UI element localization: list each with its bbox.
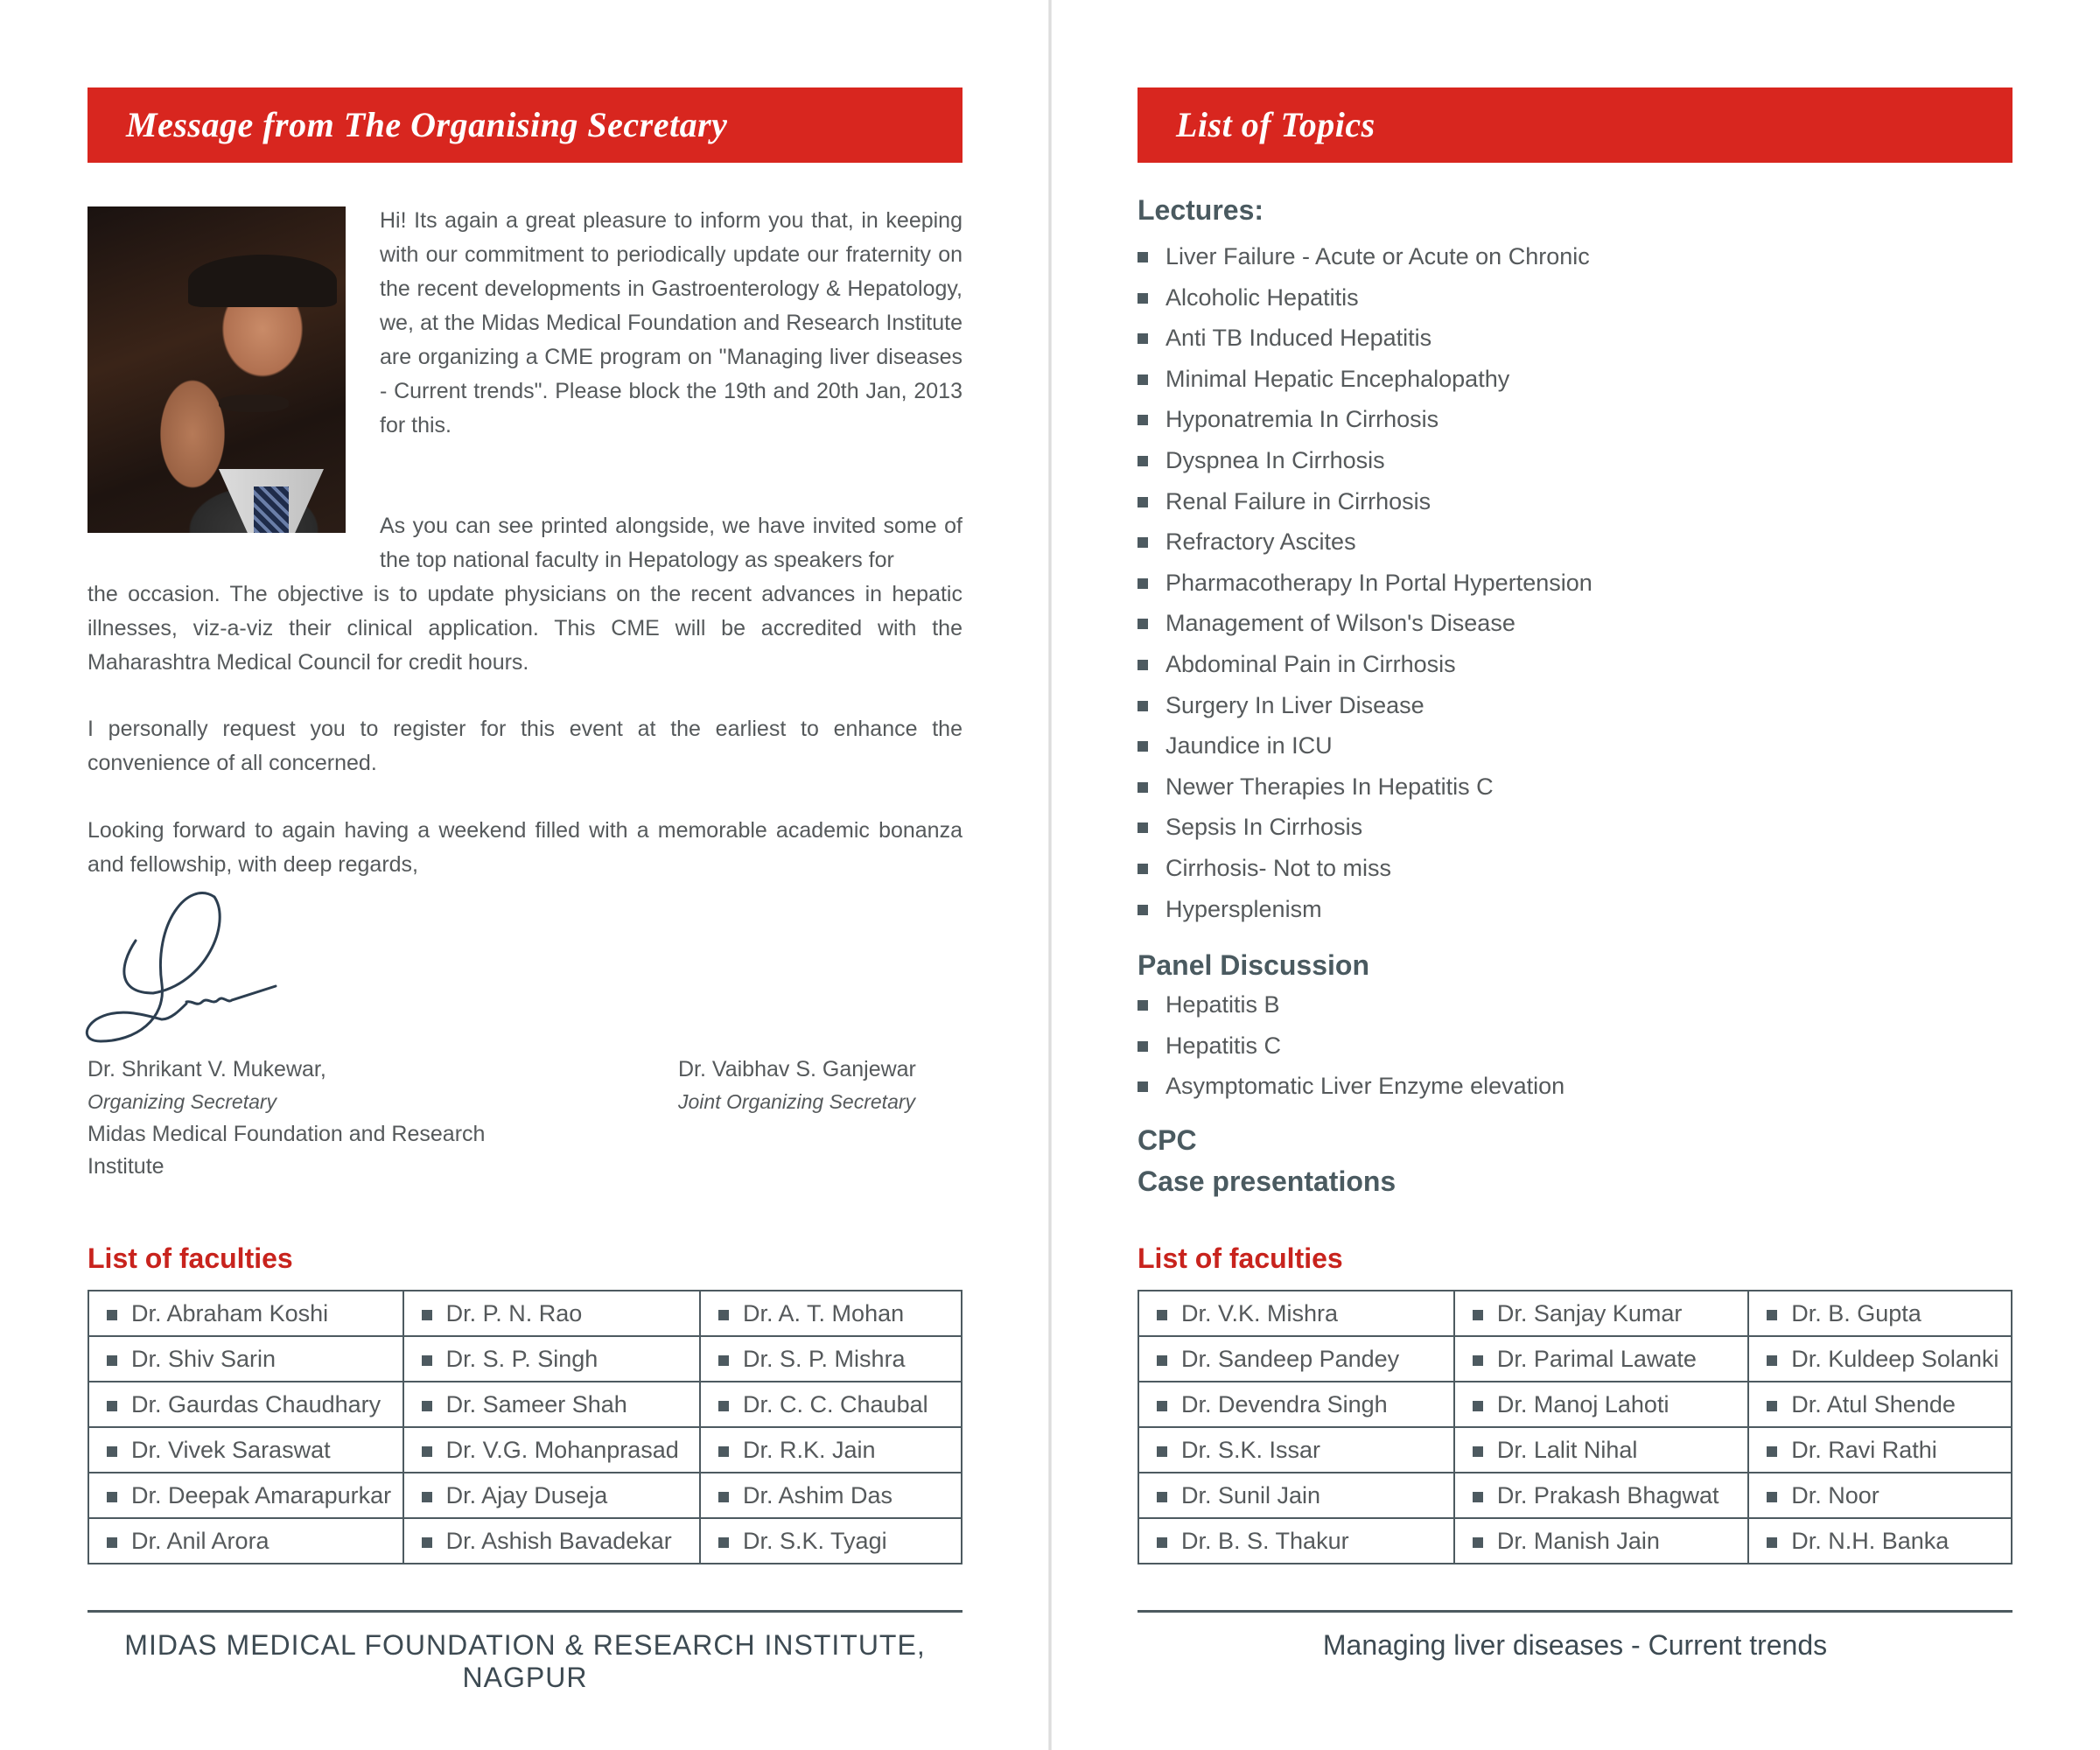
faculty-name: Dr. Atul Shende — [1791, 1390, 1956, 1418]
square-bullet-icon — [1138, 497, 1148, 508]
faculty-cell — [403, 1382, 700, 1427]
lecture-item — [1138, 807, 1592, 848]
square-bullet-icon — [1138, 374, 1148, 385]
faculty-name: Dr. Parimal Lawate — [1496, 1345, 1697, 1372]
right-faculty-table — [1138, 1290, 2012, 1564]
square-bullet-icon — [1138, 782, 1148, 793]
faculty-row — [1138, 1518, 2012, 1564]
faculty-name: Dr. Devendra Singh — [1181, 1390, 1388, 1418]
faculty-row — [88, 1382, 962, 1427]
square-bullet-icon — [422, 1537, 432, 1548]
left-footer: MIDAS MEDICAL FOUNDATION & RESEARCH INSTITUTE, NAGPUR — [124, 1629, 926, 1693]
panel-item-label: Hepatitis C — [1166, 1032, 1282, 1059]
secretary-photo — [88, 206, 346, 533]
faculty-name: Dr. Sandeep Pandey — [1181, 1345, 1400, 1372]
faculty-cell — [700, 1518, 962, 1564]
right-faculty-title: List of faculties — [1138, 1242, 1343, 1274]
square-bullet-icon — [1138, 578, 1148, 589]
square-bullet-icon — [1473, 1310, 1483, 1320]
lecture-item-label: Management of Wilson's Disease — [1166, 610, 1516, 637]
square-bullet-icon — [1138, 741, 1148, 752]
message-banner — [88, 88, 962, 163]
faculty-name: Dr. N.H. Banka — [1791, 1527, 1950, 1554]
lecture-item — [1138, 277, 1592, 318]
faculty-cell — [700, 1336, 962, 1382]
square-bullet-icon — [1138, 1000, 1148, 1011]
lecture-item-label: Pharmacotherapy In Portal Hypertension — [1166, 569, 1592, 596]
faculty-cell — [1454, 1473, 1748, 1518]
faculty-row — [1138, 1336, 2012, 1382]
square-bullet-icon — [1138, 333, 1148, 344]
square-bullet-icon — [1138, 456, 1148, 466]
faculty-name: Dr. Prakash Bhagwat — [1496, 1481, 1719, 1508]
message-paragraph-2b: the occasion. The objective is to update physicians on the recent advances in hepatic illnesses, viz-a-viz their clinical application. This CME will be accredited with the Maharashtra Medical Council for credit hours. — [88, 582, 962, 675]
faculty-cell — [1748, 1336, 2012, 1382]
faculty-name: Dr. Gaurdas Chaudhary — [131, 1390, 382, 1418]
square-bullet-icon — [718, 1492, 729, 1502]
square-bullet-icon — [1473, 1401, 1483, 1411]
square-bullet-icon — [1138, 619, 1148, 629]
square-bullet-icon — [1767, 1446, 1777, 1457]
square-bullet-icon — [422, 1355, 432, 1366]
faculty-cell — [403, 1427, 700, 1473]
faculty-cell — [1748, 1382, 2012, 1427]
lecture-item — [1138, 603, 1592, 644]
square-bullet-icon — [718, 1537, 729, 1548]
faculty-name: Dr. Ashim Das — [743, 1481, 893, 1508]
lecture-item-label: Cirrhosis- Not to miss — [1166, 854, 1392, 881]
faculty-cell — [403, 1336, 700, 1382]
message-banner-title: Message from The Organising Secretary — [126, 105, 728, 144]
square-bullet-icon — [1138, 1041, 1148, 1052]
square-bullet-icon — [1473, 1355, 1483, 1366]
signatory-1-org: Midas Medical Foundation and Research Institute — [88, 1122, 486, 1179]
faculty-cell — [1748, 1518, 2012, 1564]
faculty-cell — [88, 1336, 403, 1382]
square-bullet-icon — [1157, 1355, 1167, 1366]
faculty-name: Dr. Vivek Saraswat — [131, 1436, 331, 1463]
square-bullet-icon — [107, 1310, 117, 1320]
faculty-cell — [1748, 1291, 2012, 1336]
lecture-item — [1138, 685, 1592, 726]
square-bullet-icon — [1157, 1537, 1167, 1548]
signatory-2-role: Joint Organizing Secretary — [678, 1090, 916, 1113]
left-footer-rule — [88, 1610, 962, 1613]
faculty-row — [1138, 1291, 2012, 1336]
square-bullet-icon — [1157, 1401, 1167, 1411]
faculty-name: Dr. V.G. Mohanprasad — [445, 1436, 679, 1463]
signatory-1-name: Dr. Shrikant V. Mukewar, — [88, 1057, 326, 1082]
topics-banner-title: List of Topics — [1176, 105, 1376, 144]
right-footer-rule — [1138, 1610, 2012, 1613]
square-bullet-icon — [1767, 1401, 1777, 1411]
signatory-2 — [678, 1054, 962, 1118]
faculty-name: Dr. Noor — [1791, 1481, 1880, 1508]
square-bullet-icon — [1138, 252, 1148, 262]
lecture-item-label: Alcoholic Hepatitis — [1166, 284, 1359, 311]
faculty-name: Dr. Manish Jain — [1496, 1527, 1660, 1554]
left-faculty-table — [88, 1290, 962, 1564]
faculty-cell — [1138, 1473, 1454, 1518]
faculty-name: Dr. S. P. Mishra — [743, 1345, 906, 1372]
faculty-name: Dr. Ashish Bavadekar — [445, 1527, 672, 1554]
message-paragraph-4: Looking forward to again having a weekend filled with a memorable academic bonanza and fellowship, with deep regards, — [88, 818, 962, 877]
faculty-cell — [700, 1427, 962, 1473]
panel-item-label: Hepatitis B — [1166, 991, 1280, 1018]
signatory-2-name: Dr. Vaibhav S. Ganjewar — [678, 1057, 916, 1082]
message-paragraph-3: I personally request you to register for this event at the earliest to enhance the convenience of all concerned. — [88, 717, 962, 775]
faculty-cell — [1454, 1382, 1748, 1427]
faculty-row — [88, 1336, 962, 1382]
panel-list — [1138, 984, 1564, 1107]
square-bullet-icon — [1138, 905, 1148, 915]
signature — [83, 888, 284, 1050]
square-bullet-icon — [422, 1492, 432, 1502]
lecture-item-label: Dyspnea In Cirrhosis — [1166, 446, 1385, 473]
faculty-name: Dr. Kuldeep Solanki — [1791, 1345, 1999, 1372]
faculty-cell — [1138, 1291, 1454, 1336]
square-bullet-icon — [718, 1355, 729, 1366]
cpc-heading: CPC — [1138, 1124, 1197, 1156]
square-bullet-icon — [718, 1310, 729, 1320]
square-bullet-icon — [1157, 1446, 1167, 1457]
faculty-cell — [700, 1382, 962, 1427]
panel-item — [1138, 984, 1564, 1026]
lectures-heading: Lectures: — [1138, 194, 1264, 226]
square-bullet-icon — [718, 1446, 729, 1457]
square-bullet-icon — [1157, 1492, 1167, 1502]
square-bullet-icon — [422, 1310, 432, 1320]
faculty-name: Dr. Sanjay Kumar — [1496, 1299, 1683, 1326]
panel-item-label: Asymptomatic Liver Enzyme elevation — [1166, 1073, 1565, 1100]
square-bullet-icon — [1138, 1082, 1148, 1092]
panel-heading: Panel Discussion — [1138, 949, 1369, 981]
faculty-name: Dr. S.K. Tyagi — [743, 1527, 887, 1554]
panel-item — [1138, 1026, 1564, 1067]
square-bullet-icon — [107, 1355, 117, 1366]
square-bullet-icon — [718, 1401, 729, 1411]
lecture-item — [1138, 766, 1592, 808]
lecture-item — [1138, 481, 1592, 522]
lecture-item-label: Newer Therapies In Hepatitis C — [1166, 773, 1494, 800]
right-footer: Managing liver diseases - Current trends — [1322, 1629, 1828, 1661]
square-bullet-icon — [107, 1537, 117, 1548]
panel-item — [1138, 1066, 1564, 1107]
faculty-cell — [1748, 1427, 2012, 1473]
faculty-row — [88, 1473, 962, 1518]
square-bullet-icon — [422, 1446, 432, 1457]
faculty-cell — [700, 1473, 962, 1518]
faculty-name: Dr. A. T. Mohan — [743, 1299, 905, 1326]
faculty-cell — [88, 1291, 403, 1336]
square-bullet-icon — [1138, 822, 1148, 833]
faculty-cell — [88, 1473, 403, 1518]
faculty-cell — [1454, 1291, 1748, 1336]
faculty-name: Dr. S. P. Singh — [445, 1345, 598, 1372]
faculty-row — [1138, 1427, 2012, 1473]
lecture-item-label: Refractory Ascites — [1166, 528, 1356, 556]
topics-banner — [1138, 88, 2012, 163]
square-bullet-icon — [1138, 660, 1148, 670]
square-bullet-icon — [1138, 293, 1148, 304]
left-faculty-title: List of faculties — [88, 1242, 293, 1274]
lecture-item — [1138, 440, 1592, 481]
lecture-item-label: Hypersplenism — [1166, 895, 1322, 922]
square-bullet-icon — [1138, 864, 1148, 874]
square-bullet-icon — [107, 1401, 117, 1411]
square-bullet-icon — [1767, 1492, 1777, 1502]
case-presentations-heading: Case presentations — [1138, 1166, 1396, 1197]
faculty-cell — [1454, 1427, 1748, 1473]
faculty-name: Dr. B. Gupta — [1791, 1299, 1922, 1326]
faculty-name: Dr. S.K. Issar — [1181, 1436, 1321, 1463]
faculty-cell — [88, 1518, 403, 1564]
faculty-name: Dr. Lalit Nihal — [1496, 1436, 1638, 1463]
faculty-cell — [403, 1473, 700, 1518]
square-bullet-icon — [107, 1492, 117, 1502]
faculty-name: Dr. Ravi Rathi — [1791, 1436, 1937, 1463]
faculty-cell — [88, 1382, 403, 1427]
faculty-row — [88, 1291, 962, 1336]
faculty-cell — [403, 1518, 700, 1564]
lecture-item-label: Sepsis In Cirrhosis — [1166, 814, 1363, 841]
square-bullet-icon — [1473, 1492, 1483, 1502]
faculty-cell — [700, 1291, 962, 1336]
faculty-row — [88, 1518, 962, 1564]
square-bullet-icon — [1767, 1537, 1777, 1548]
faculty-name: Dr. Abraham Koshi — [131, 1299, 329, 1326]
faculty-cell — [1748, 1473, 2012, 1518]
lecture-item — [1138, 848, 1592, 889]
faculty-name: Dr. Sameer Shah — [445, 1390, 627, 1418]
lecture-item-label: Surgery In Liver Disease — [1166, 691, 1424, 718]
square-bullet-icon — [1767, 1355, 1777, 1366]
faculty-name: Dr. C. C. Chaubal — [743, 1390, 928, 1418]
square-bullet-icon — [1138, 415, 1148, 425]
lecture-item-label: Jaundice in ICU — [1166, 732, 1333, 760]
message-paragraph-2a: As you can see printed alongside, we have invited some of the top national faculty in Hepatology as speakers for — [380, 514, 962, 572]
lecture-item — [1138, 563, 1592, 604]
lecture-item — [1138, 359, 1592, 400]
lecture-item-label: Minimal Hepatic Encephalopathy — [1166, 365, 1510, 392]
faculty-name: Dr. B. S. Thakur — [1181, 1527, 1349, 1554]
faculty-cell — [403, 1291, 700, 1336]
square-bullet-icon — [422, 1401, 432, 1411]
lecture-item-label: Liver Failure - Acute or Acute on Chronic — [1166, 243, 1590, 270]
faculty-name: Dr. Deepak Amarapurkar — [131, 1481, 392, 1508]
lecture-item-label: Renal Failure in Cirrhosis — [1166, 487, 1432, 514]
signatory-1-role: Organizing Secretary — [88, 1090, 277, 1113]
faculty-name: Dr. Sunil Jain — [1181, 1481, 1321, 1508]
faculty-name: Dr. P. N. Rao — [445, 1299, 583, 1326]
lecture-item-label: Hyponatremia In Cirrhosis — [1166, 406, 1439, 433]
lectures-list — [1138, 236, 1592, 929]
lecture-item — [1138, 522, 1592, 563]
faculty-name: Dr. Ajay Duseja — [445, 1481, 608, 1508]
lecture-item-label: Abdominal Pain in Cirrhosis — [1166, 650, 1456, 677]
faculty-row — [88, 1427, 962, 1473]
faculty-row — [1138, 1473, 2012, 1518]
square-bullet-icon — [107, 1446, 117, 1457]
square-bullet-icon — [1138, 701, 1148, 711]
lecture-item — [1138, 725, 1592, 766]
square-bullet-icon — [1157, 1310, 1167, 1320]
lecture-item — [1138, 318, 1592, 359]
square-bullet-icon — [1138, 537, 1148, 548]
square-bullet-icon — [1767, 1310, 1777, 1320]
faculty-cell — [88, 1427, 403, 1473]
faculty-name: Dr. Manoj Lahoti — [1496, 1390, 1670, 1418]
signatory-1 — [88, 1054, 525, 1183]
faculty-name: Dr. Anil Arora — [131, 1527, 270, 1554]
lecture-item — [1138, 889, 1592, 930]
message-paragraph-1: Hi! Its again a great pleasure to inform you that, in keeping with our commitment to periodically update our fraternity on the recent developments in Gastroenterology & Hepatology, we, at the Midas Medical Foundation and Research Institute are organizing a CME program on "Managing liver diseases - Current trends". Please block the 19th and 20th Jan, 2013 for this. — [380, 208, 962, 438]
faculty-name: Dr. R.K. Jain — [743, 1436, 876, 1463]
faculty-name: Dr. V.K. Mishra — [1181, 1299, 1339, 1326]
faculty-cell — [1138, 1427, 1454, 1473]
faculty-cell — [1454, 1336, 1748, 1382]
page-fold — [1048, 0, 1052, 1750]
lecture-item — [1138, 644, 1592, 685]
faculty-cell — [1138, 1518, 1454, 1564]
square-bullet-icon — [1473, 1446, 1483, 1457]
lecture-item — [1138, 236, 1592, 277]
faculty-cell — [1138, 1382, 1454, 1427]
faculty-cell — [1454, 1518, 1748, 1564]
lecture-item-label: Anti TB Induced Hepatitis — [1166, 325, 1432, 352]
faculty-name: Dr. Shiv Sarin — [131, 1345, 276, 1372]
faculty-cell — [1138, 1336, 1454, 1382]
faculty-row — [1138, 1382, 2012, 1427]
square-bullet-icon — [1473, 1537, 1483, 1548]
lecture-item — [1138, 399, 1592, 440]
